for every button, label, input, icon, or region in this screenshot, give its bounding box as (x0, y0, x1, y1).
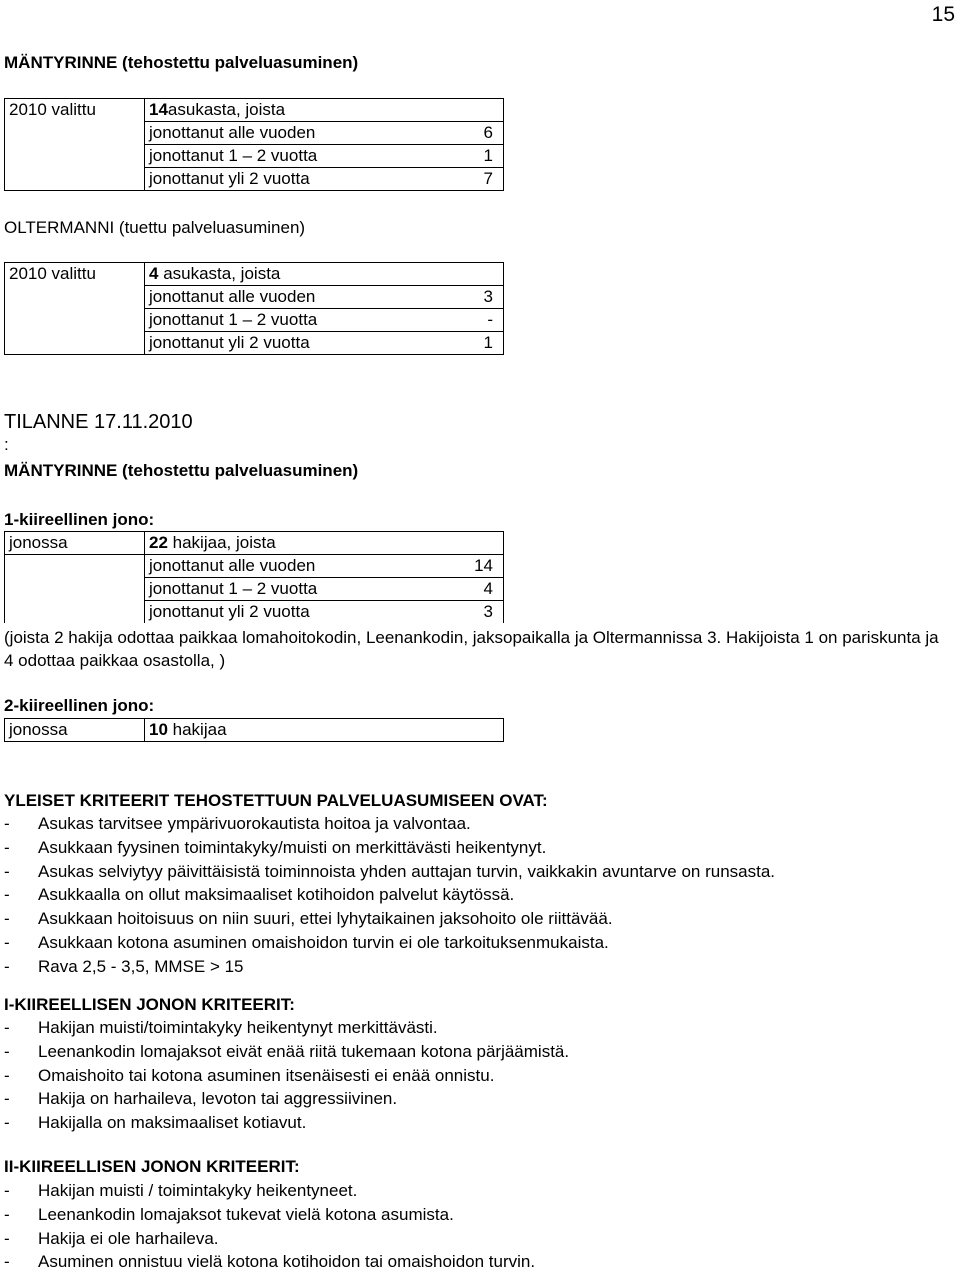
criteria-1-title: I-KIIREELLISEN JONON KRITEERIT: (4, 995, 295, 1014)
list-item-text: Rava 2,5 - 3,5, MMSE > 15 (38, 956, 244, 976)
table-row (5, 532, 504, 555)
list-item (4, 883, 949, 907)
table-cell-label: jonottanut 1 – 2 vuotta (145, 309, 450, 332)
dash-bullet: - (4, 1181, 10, 1200)
list-item-text: Hakijan muisti / toimintakyky heikentyneet. (38, 1181, 358, 1200)
table-count: 10 (149, 720, 168, 739)
list-item-text: Hakijan muisti/toimintakyky heikentynyt merkittävästi. (38, 1018, 438, 1037)
table-row-label: jonossa (5, 719, 145, 742)
table-count: 4 (149, 264, 159, 283)
dash-bullet: - (4, 1252, 10, 1272)
table-empty-cell (5, 555, 145, 578)
situation-subtitle: MÄNTYRINNE (tehostettu palveluasuminen) (4, 461, 359, 480)
dash-bullet: - (4, 1113, 10, 1133)
list-item (4, 1016, 949, 1040)
table-cell-label: jonottanut alle vuoden (145, 555, 450, 578)
list-item-text: Asukkaan fyysinen toimintakyky/muisti on merkittävästi heikentynyt. (38, 837, 547, 857)
situation-date-title: TILANNE 17.11.2010 (4, 411, 193, 433)
table-cell-value: - (450, 309, 504, 332)
table-count-cell (145, 99, 504, 122)
table-row (5, 99, 504, 122)
dash-bullet: - (4, 909, 10, 929)
mantyrinne-selected-table (4, 98, 504, 191)
list-item-text: Hakija on harhaileva, levoton tai aggressiivinen. (38, 1089, 398, 1109)
table-count-suffix: asukasta, joista (158, 264, 281, 283)
list-item-text: Asukas selviytyy päivittäisistä toiminnoista yhden auttajan turvin, vaikkakin avuntarve on runsasta. (38, 861, 776, 881)
dash-bullet: - (4, 1204, 10, 1224)
table-cell-value: 3 (483, 602, 493, 621)
list-item (4, 860, 949, 884)
list-item (4, 1203, 949, 1227)
general-criteria-list (4, 812, 949, 979)
oltermanni-selected-table (4, 262, 504, 355)
table-cell-label: jonottanut 1 – 2 vuotta (145, 145, 450, 168)
dash-bullet: - (4, 861, 10, 881)
dash-bullet: - (4, 1018, 10, 1037)
criteria-2-list (4, 1179, 949, 1274)
table-row-label: jonossa (5, 532, 145, 555)
section-title-oltermanni: OLTERMANNI (tuettu palveluasuminen) (4, 218, 306, 237)
dash-bullet: - (4, 1065, 10, 1085)
list-item (4, 1250, 949, 1274)
page-number: 15 (931, 3, 955, 26)
list-item-text: Asukkaan kotona asuminen omaishoidon turvin ei ole tarkoituksenmukaista. (38, 932, 609, 952)
list-item-text: Asukas tarvitsee ympärivuorokautista hoitoa ja valvontaa. (38, 814, 471, 833)
table-cell-label: jonottanut yli 2 vuotta (149, 169, 310, 188)
table-row (5, 263, 504, 286)
list-item (4, 1111, 949, 1135)
table-cell-label: jonottanut alle vuoden (145, 286, 450, 309)
table-count-suffix: asukasta, joista (167, 100, 286, 119)
list-item-text: Leenankodin lomajaksot tukevat vielä kotona asumista. (38, 1204, 454, 1224)
criteria-1-list (4, 1016, 949, 1135)
table-row (5, 719, 504, 742)
table-cell-value: 7 (483, 169, 494, 188)
list-item (4, 812, 949, 836)
list-item (4, 1179, 949, 1203)
general-criteria-title: YLEISET KRITEERIT TEHOSTETTUUN PALVELUASUMISEEN OVAT: (4, 791, 548, 810)
list-item (4, 907, 949, 931)
table-cell-value: 3 (450, 286, 504, 309)
list-item (4, 1040, 949, 1064)
table-count-suffix: hakijaa (167, 720, 227, 739)
dash-bullet: - (4, 837, 10, 857)
table-count: 22 (149, 533, 168, 552)
list-item-text: Leenankodin lomajaksot eivät enää riitä tukemaan kotona pärjäämistä. (38, 1041, 570, 1061)
section-title-mantyrinne: MÄNTYRINNE (tehostettu palveluasuminen) (4, 53, 359, 72)
queue2-table (4, 718, 504, 742)
table-cell-value: 1 (450, 145, 504, 168)
list-item (4, 931, 949, 955)
table-row (5, 601, 504, 624)
queue1-note: (joista 2 hakija odottaa paikkaa lomahoitokodin, Leenankodin, jaksopaikalla ja Oltermannissa 3. Hakijoista 1 on pariskunta ja 4 odottaa paikkaa osastolla, ) (4, 628, 939, 670)
table-cell-value: 4 (450, 578, 504, 601)
list-item (4, 836, 949, 860)
list-item-text: Hakija ei ole harhaileva. (38, 1228, 219, 1248)
table-count-cell (145, 719, 504, 742)
criteria-2-title: II-KIIREELLISEN JONON KRITEERIT: (4, 1157, 300, 1176)
list-item (4, 1087, 949, 1111)
queue2-title: 2-kiireellinen jono: (4, 696, 155, 715)
table-count-suffix: hakijaa, joista (167, 533, 276, 552)
dash-bullet: - (4, 885, 10, 905)
list-item (4, 1064, 949, 1088)
table-cell-value: 1 (483, 333, 493, 352)
table-cell-label: jonottanut 1 – 2 vuotta (145, 578, 450, 601)
list-item-text: Asuminen onnistuu vielä kotona kotihoidon tai omaishoidon turvin. (38, 1252, 536, 1272)
dash-bullet: - (4, 1228, 10, 1248)
queue1-table (4, 531, 504, 623)
dash-bullet: - (4, 932, 10, 952)
table-count: 14 (149, 100, 168, 119)
list-item-text: Asukkaan hoitoisuus on niin suuri, ettei lyhytaikainen jaksohoito ole riittävää. (38, 909, 613, 929)
table-empty-cell (5, 601, 145, 624)
list-item-text: Omaishoito tai kotona asuminen itsenäisesti ei enää onnistu. (38, 1065, 495, 1085)
situation-colon: : (4, 435, 9, 454)
table-cell-label: jonottanut alle vuoden (145, 122, 450, 145)
table-count-cell (145, 263, 504, 286)
table-empty-cell (5, 578, 145, 601)
list-item (4, 1227, 949, 1251)
table-count-cell (145, 532, 504, 555)
table-cell-label: jonottanut yli 2 vuotta (149, 602, 310, 621)
list-item-text: Hakijalla on maksimaaliset kotiavut. (38, 1113, 307, 1133)
dash-bullet: - (4, 1089, 10, 1109)
table-row-label: 2010 valittu (5, 99, 145, 191)
dash-bullet: - (4, 1041, 10, 1061)
table-cell-value: 14 (450, 555, 504, 578)
dash-bullet: - (4, 956, 10, 976)
dash-bullet: - (4, 814, 10, 833)
table-cell-value: 6 (450, 122, 504, 145)
table-cell-label: jonottanut yli 2 vuotta (149, 333, 310, 352)
list-item-text: Asukkaalla on ollut maksimaaliset kotihoidon palvelut käytössä. (38, 885, 515, 905)
table-row (5, 555, 504, 578)
list-item (4, 955, 949, 979)
queue1-title: 1-kiireellinen jono: (4, 510, 155, 529)
table-row-label: 2010 valittu (5, 263, 145, 355)
table-row (5, 578, 504, 601)
